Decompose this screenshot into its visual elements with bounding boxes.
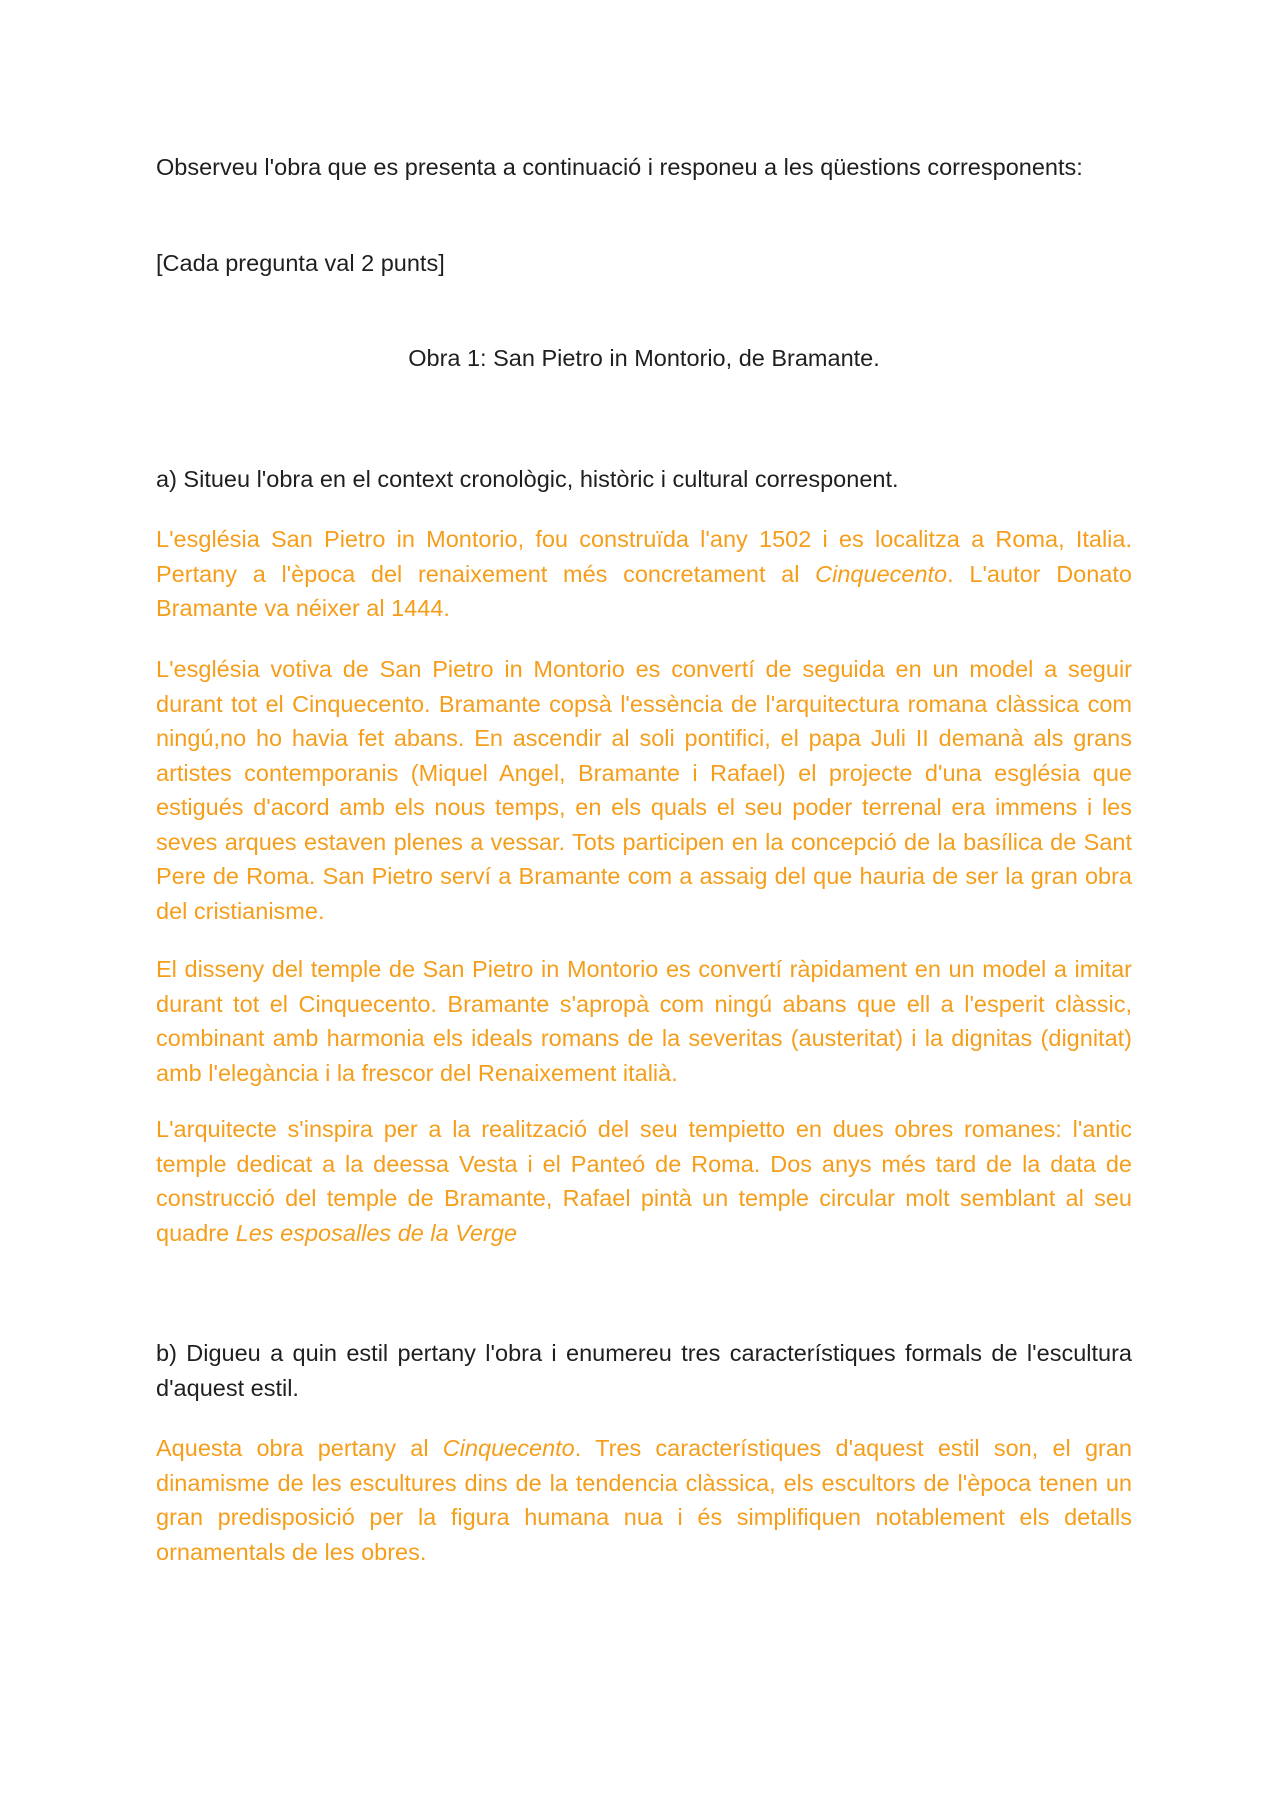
question-a-prompt: a) Situeu l'obra en el context cronològic, històric i cultural corresponent. bbox=[156, 466, 899, 492]
answer-b-tail: . Tres característiques d'aquest estil son, el gran dinamisme de les escultures dins de la tendencia clàssica, els escultors de l'època tenen un gran predisposició per la figura humana nua i és simplifiquen notablement els detalls ornamentals de les obres. bbox=[156, 1435, 1132, 1565]
answer-a-p1-text: L'església San Pietro in Montorio, fou construïda l'any 1502 i es localitza a Roma, Italia. Pertany a l'època del renaixement més concretament al bbox=[156, 526, 1132, 587]
question-b-prompt: b) Digueu a quin estil pertany l'obra i enumereu tres característiques formals de l'escultura d'aquest estil. bbox=[156, 1340, 1132, 1401]
answer-b-text: Aquesta obra pertany al bbox=[156, 1435, 443, 1461]
answer-a-p1-italic: Cinquecento bbox=[815, 560, 948, 587]
answer-b-paragraph bbox=[156, 1431, 1132, 1569]
answer-a-paragraph-2: L'església votiva de San Pietro in Montorio es convertí de seguida en un model a seguir durant tot el Cinquecento. Bramante copsà l'essència de l'arquitectura romana clàssica com ningú,no ho havia fet abans. En ascendir al soli pontifici, el papa Juli II demanà als grans artistes contemporanis (Miquel Angel, Bramante i Rafael) el projecte d'una església que estigués d'acord amb els nous temps, en els quals el seu poder terrenal era immens i les seves arques estaven plenes a vessar. Tots participen en la concepció de la basílica de Sant Pere de Roma. San Pietro serví a Bramante com a assaig del que hauria de ser la gran obra del cristianisme. bbox=[156, 656, 1132, 924]
answer-a-paragraph-1 bbox=[156, 522, 1132, 626]
answer-a-p1-tail: . L'autor Donato Bramante va néixer al 1444. bbox=[156, 560, 1132, 621]
answer-a-paragraph-3: El disseny del temple de San Pietro in Montorio es convertí ràpidament en un model a imitar durant tot el Cinquecento. Bramante s'apropà com ningú abans que ell a l'esperit clàssic, combinant amb harmonia els ideals romans de la severitas (austeritat) i la dignitas (dignitat) amb l'elegància i la frescor del Renaixement italià. bbox=[156, 956, 1132, 1086]
answer-a-p4-italic: Les esposalles de la Verge bbox=[235, 1219, 518, 1246]
answer-b-italic: Cinquecento bbox=[442, 1435, 575, 1461]
answer-a-p4-text: L'arquitecte s'inspira per a la realització del seu tempietto en dues obres romanes: l'antic temple dedicat a la deessa Vesta i el Panteó de Roma. Dos anys més tard de la data de construcció del temple de Bramante, Rafael pintà un temple circular molt semblant al seu quadre bbox=[156, 1116, 1132, 1246]
work-title: Obra 1: San Pietro in Montorio, de Bramante. bbox=[408, 345, 880, 371]
answer-a-paragraph-4 bbox=[156, 1112, 1132, 1250]
instructions-text: Observeu l'obra que es presenta a continuació i responeu a les qüestions corresponents: bbox=[156, 154, 1083, 180]
points-note: [Cada pregunta val 2 punts] bbox=[156, 250, 445, 276]
